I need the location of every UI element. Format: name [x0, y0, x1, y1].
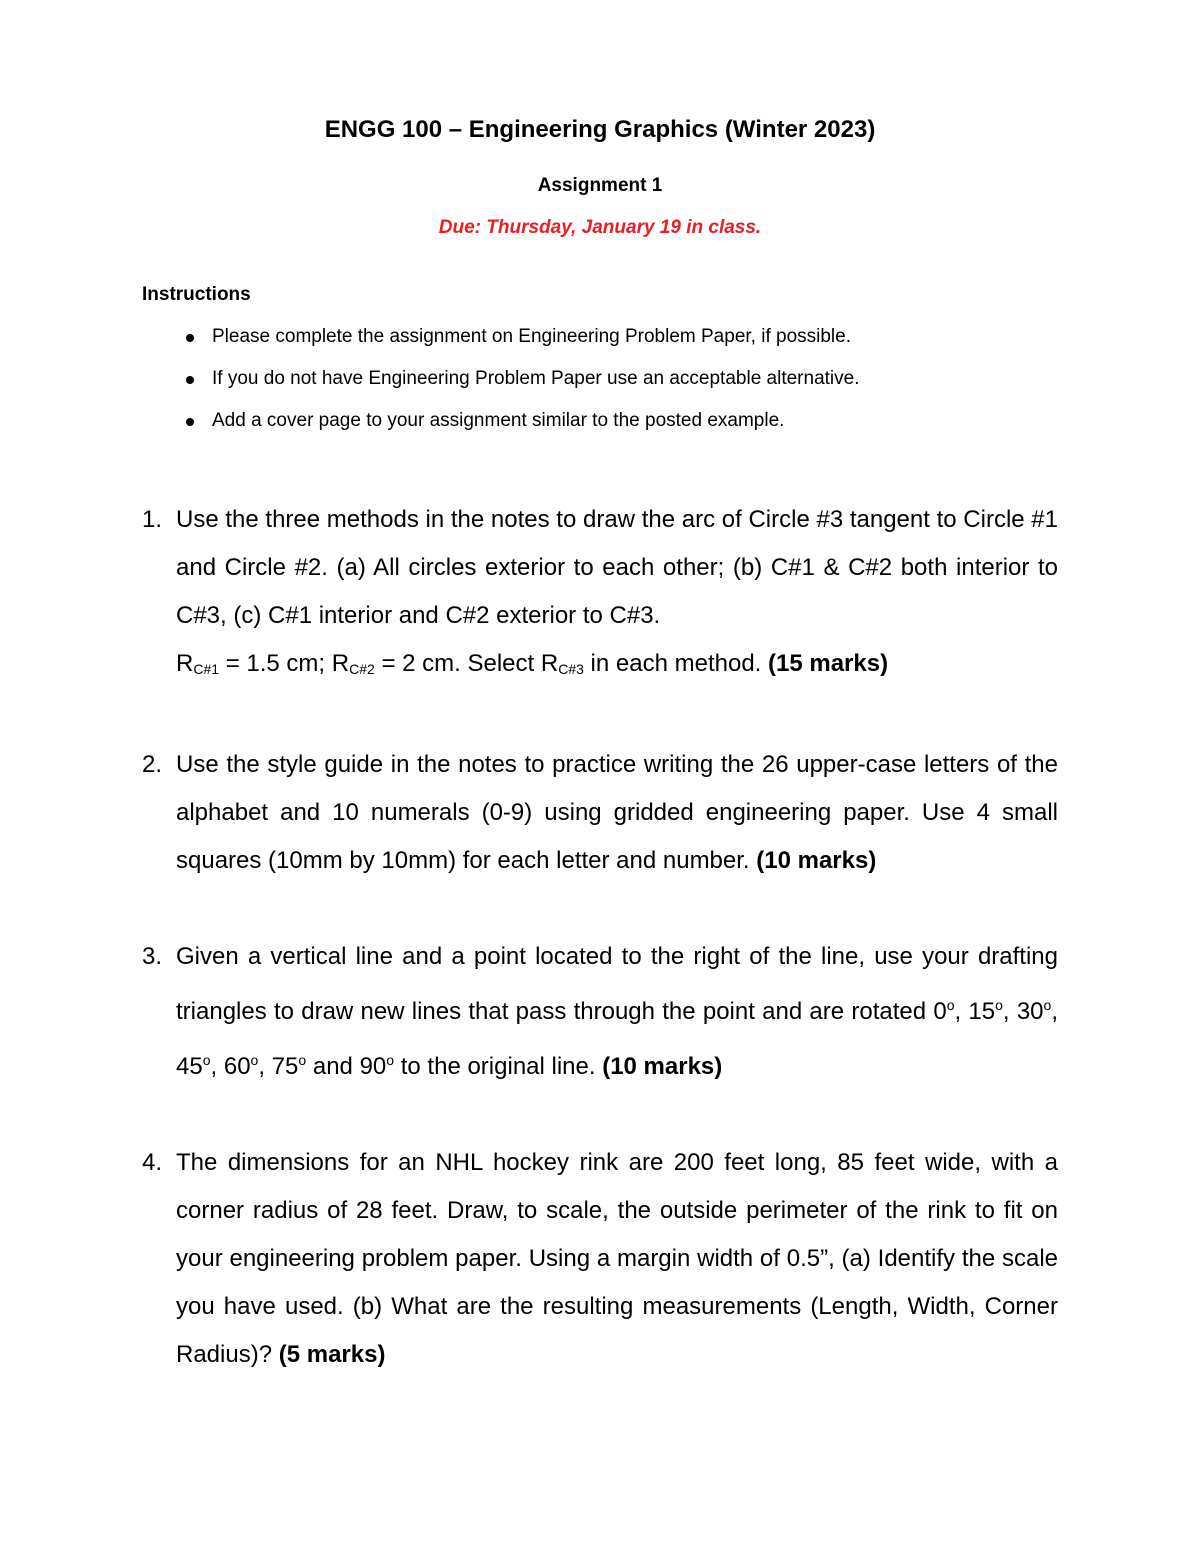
question-text: Use the style guide in the notes to practice writing the 26 upper-case letters of the alphabet and 10 numerals (0-9) using gridded engineering paper. Use 4 small squares (10mm by 10mm) for each letter and number. — [176, 751, 1058, 874]
question-number: 3. — [142, 943, 163, 970]
instruction-item — [142, 406, 1102, 448]
bullet-icon — [186, 334, 194, 342]
angle-value: 15 — [968, 998, 996, 1025]
angle-value: 0 — [933, 998, 947, 1025]
degree-symbol: o — [250, 1052, 259, 1068]
question-text: = 2 cm. Select — [374, 650, 541, 677]
bullet-icon — [186, 376, 194, 384]
bullet-icon — [186, 418, 194, 426]
assignment-title: Assignment 1 — [537, 175, 663, 196]
question-3: 3. Given a vertical line and a point located to the right of the line, use your drafting triangles to draw new lines that pass through the point and are rotated 0$^o$, 15$^o$, 30$^o$, 45$^o$, 60$^o$, 75$^o$ and 90$^o$ to the original line. (10 marks) — [142, 933, 1058, 1091]
instruction-item — [142, 322, 1102, 364]
radius-subscript: C#1 — [193, 661, 220, 677]
instruction-text: If you do not have Engineering Problem Paper use an acceptable alternative. — [212, 368, 860, 389]
instruction-text: Please complete the assignment on Engineering Problem Paper, if possible. — [212, 326, 851, 347]
instruction-item — [142, 364, 1102, 406]
radius-label: R — [176, 650, 194, 677]
degree-symbol: o — [298, 1052, 307, 1068]
marks: (5 marks) — [278, 1341, 386, 1368]
angle-value: 90 — [359, 1053, 387, 1080]
angle-value: 45 — [176, 1053, 203, 1080]
question-number: 2. — [142, 751, 163, 778]
question-list — [142, 496, 1058, 1379]
radius-subscript: C#3 — [558, 661, 584, 677]
degree-symbol: o — [995, 997, 1003, 1013]
angle-value: 75 — [271, 1053, 299, 1080]
question-number: 1. — [142, 506, 163, 533]
question-1 — [142, 496, 1058, 693]
question-text: in each method. — [583, 650, 769, 677]
due-date: Due: Thursday, January 19 in class. — [438, 217, 762, 238]
marks: (15 marks) — [768, 650, 889, 677]
degree-symbol: o — [202, 1052, 211, 1068]
radius-label: R — [331, 650, 350, 677]
question-text: Use the three methods in the notes to draw the arc of Circle #3 tangent to Circle #1 and Circle #2. (a) All circles exterior to each other; (b) C#1 & C#2 both interior to C#3, (c) C#1 interior and C#2 exterior to C#3. — [176, 506, 1058, 629]
question-number: 4. — [142, 1149, 163, 1176]
angle-value: 30 — [1016, 998, 1044, 1025]
question-text: The dimensions for an NHL hockey rink are 200 feet long, 85 feet wide, with a corner radius of 28 feet. Draw, to scale, the outside perimeter of the rink to fit on your engineering problem paper. Using a margin width of 0.5”, (a) Identify the scale you have used. (b) What are the resulting measurements (Length, Width, Corner Radius)? — [176, 1149, 1058, 1368]
instructions-heading: Instructions — [142, 284, 251, 305]
instruction-text: Add a cover page to your assignment similar to the posted example. — [212, 410, 785, 431]
course-title: ENGG 100 – Engineering Graphics (Winter 2023) — [324, 116, 876, 143]
degree-symbol: o — [386, 1052, 395, 1068]
question-2 — [142, 741, 1058, 885]
degree-symbol: o — [946, 997, 955, 1013]
question-text: Given a vertical line and a point located to the right of the line, use your drafting triangles to draw new lines that pass through the point and are rotated — [176, 943, 1058, 1025]
question-text: to the original line. — [394, 1053, 603, 1080]
marks: (10 marks) — [602, 1053, 723, 1080]
instructions-list — [142, 322, 1102, 448]
question-text: = 1.5 cm; — [219, 650, 332, 677]
marks: (10 marks) — [756, 847, 877, 874]
angle-value: 60 — [223, 1053, 251, 1080]
radius-label: R — [540, 650, 559, 677]
degree-symbol: o — [1043, 997, 1052, 1013]
question-4 — [142, 1139, 1058, 1379]
radius-subscript: C#2 — [349, 661, 375, 677]
